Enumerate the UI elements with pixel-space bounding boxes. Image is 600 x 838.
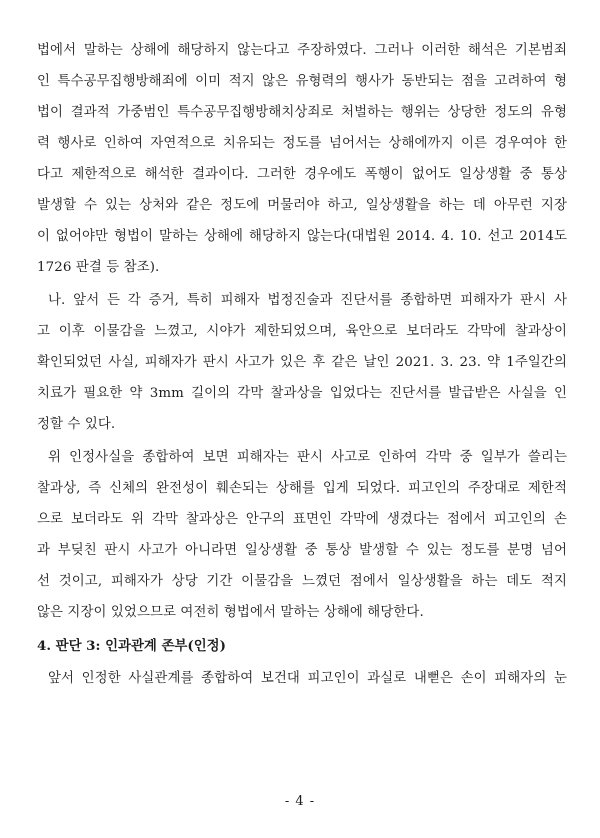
paragraph-line: 치료가 필요한 약 3mm 길이의 각막 찰과상을 입었다는 진단서를 발급받은 사실을 인: [37, 386, 567, 401]
paragraph-line: 확인되었던 사실, 피해자가 판시 사고가 있은 후 같은 날인 2021. 3. 23. 약 1주일간의: [37, 355, 567, 370]
paragraph-line: 법이 결과적 가중범인 특수공무집행방해치상죄로 처벌하는 행위는 상당한 정도의 유형: [37, 105, 567, 120]
paragraph-line: 인 특수공무집행방해죄에 이미 적지 않은 유형력의 행사가 동반되는 점을 고려하여 형: [37, 74, 567, 89]
paragraph-line: 법에서 말하는 상해에 해당하지 않는다고 주장하였다. 그러나 이러한 해석은 기본범죄: [37, 43, 567, 58]
paragraph-line: 1726 판결 등 참조).: [37, 260, 160, 275]
section-heading: 4. 판단 3: 인과관계 존부(인정): [37, 638, 226, 654]
paragraph-line: 과 부딪친 판시 사고가 아니라면 일상생활 중 통상 발생할 수 있는 정도를 분명 넘어: [37, 543, 567, 558]
paragraph-line: 력 행사로 인하여 자연적으로 치유되는 정도를 넘어서는 상해에까지 이른 경우여야 한: [37, 136, 567, 151]
paragraph-line: 발생할 수 있는 상처와 같은 정도에 머물러야 하고, 일상생활을 하는 데 아무런 지장: [37, 198, 567, 213]
paragraph-line: 다고 제한적으로 해석한 결과이다. 그러한 경우에도 폭행이 없어도 일상생활 중 통상: [37, 167, 567, 182]
page-number: - 4 -: [284, 794, 316, 809]
paragraph-line: 선 것이고, 피해자가 상당 기간 이물감을 느꼈던 점에서 일상생활을 하는 데도 적지: [37, 574, 567, 589]
paragraph-line: 고 이후 이물감을 느꼈고, 시야가 제한되었으며, 육안으로 보더라도 각막에 찰과상이: [37, 324, 567, 339]
paragraph-line: 으로 보더라도 위 각막 찰과상은 안구의 표면인 각막에 생겼다는 점에서 피고인의 손: [37, 512, 567, 527]
paragraph-line: 이 없어야만 형법이 말하는 상해에 해당하지 않는다(대법원 2014. 4. 10. 선고 2014도: [37, 229, 567, 244]
paragraph-line: 위 인정사실을 종합하여 보면 피해자는 판시 사고로 인하여 각막 중 일부가 쓸리는: [48, 450, 567, 465]
paragraph-line: 나. 앞서 든 각 증거, 특히 피해자 법정진술과 진단서를 종합하면 피해자가 판시 사: [48, 293, 567, 308]
paragraph-line: 정할 수 있다.: [37, 417, 116, 432]
paragraph-line: 찰과상, 즉 신체의 완전성이 훼손되는 상해를 입게 되었다. 피고인의 주장대로 제한적: [37, 481, 567, 496]
paragraph-line: 않은 지장이 있었으므로 여전히 형법에서 말하는 상해에 해당한다.: [37, 605, 424, 620]
paragraph-line: 앞서 인정한 사실관계를 종합하여 보건대 피고인이 과실로 내뻗은 손이 피해자의 눈: [48, 671, 567, 686]
